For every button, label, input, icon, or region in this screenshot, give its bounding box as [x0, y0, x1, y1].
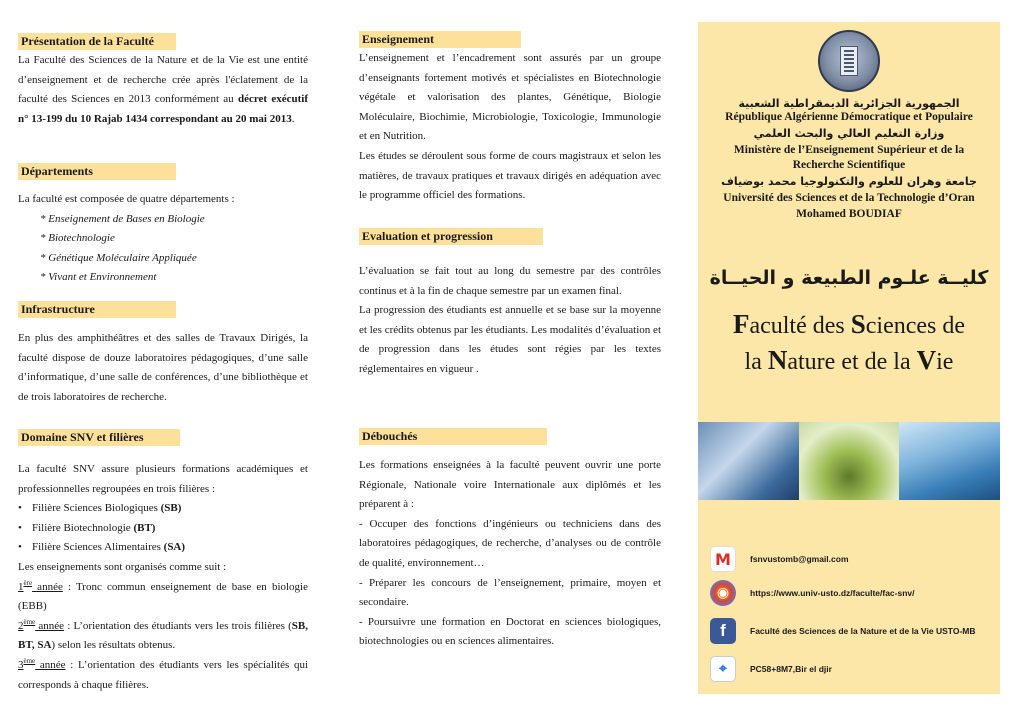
cover-panel: [698, 22, 1000, 694]
section-heading-domaine: Domaine SNV et filières: [18, 429, 180, 446]
dna-photo: [899, 422, 1000, 500]
section-heading-infrastructure: Infrastructure: [18, 301, 176, 318]
year-3-text: 3ème année : L’orientation des étudiants vers les spécialités qui corresponds à chaque filières.: [18, 656, 309, 691]
filiere-item: • Filière Sciences Biologiques (SB): [18, 499, 308, 519]
plant-photo: [799, 422, 900, 500]
domaine-intro: La faculté SNV assure plusieurs formations académiques et professionnelles regroupées en trois filières :: [18, 463, 308, 495]
gmail-icon: M: [710, 546, 736, 572]
department-item: * Biotechnologie: [40, 232, 115, 245]
ministry-french-line-1: Ministère de l’Enseignement Supérieur et de la: [733, 144, 965, 156]
contact-website[interactable]: [710, 578, 915, 608]
decree-reference: décret exécutif n° 13-199 du 10 Rajab 1434 correspondant au 20 mai 2013: [18, 93, 308, 125]
department-item: * Génétique Moléculaire Appliquée: [40, 251, 197, 264]
facebook-link[interactable]: Faculté des Sciences de la Nature et de la Vie USTO-MB: [750, 626, 976, 636]
republic-french: République Algérienne Démocratique et Populaire: [725, 111, 973, 123]
location-icon: ⌖: [710, 656, 736, 682]
section-heading-presentation: Présentation de la Faculté: [18, 33, 176, 50]
filiere-item: • Filière Biotechnologie (BT): [18, 519, 308, 539]
filiere-item: • Filière Sciences Alimentaires (SA): [18, 538, 308, 558]
building-icon: [840, 46, 858, 76]
web-icon: ◉: [710, 580, 736, 606]
facebook-icon: f: [710, 618, 736, 644]
year-1-text: 1ère année : Tronc commun enseignement de base en biologie (EBB): [18, 578, 308, 613]
infrastructure-text: En plus des amphithéâtres et des salles de Travaux Dirigés, la faculté dispose de douze laboratoires pédagogiques, d’une salle d’informatique, d’une salle de conférences, d’une bibliothèque et de trois laboratoires de recherche.: [18, 332, 308, 403]
university-french-line-1: Université des Sciences et de la Technologie d’Oran: [723, 192, 975, 204]
contact-location[interactable]: [710, 654, 832, 684]
location-link[interactable]: PC58+8M7,Bir el djir: [750, 664, 832, 674]
debouches-text: Les formations enseignées à la faculté peuvent ouvrir une porte Régionale, Nationale voire Internationale aux diplômés et les préparent à : - Occuper des fonctions d’ingénieurs ou techniciens dans des laboratoires pédagogiques, de recherche, d’analyses ou de contrôle de qualité, environnement… - Préparer les concours de l’enseignement, primaire, moyen et secondaire. - Poursuivre une formation en Doctorat en sciences biologiques, biotechnologies ou en sciences alimentaires.: [359, 459, 661, 648]
website-link[interactable]: https://www.univ-usto.dz/faculte/fac-snv/: [750, 588, 915, 598]
ministry-french-line-2: Recherche Scientifique: [792, 159, 906, 171]
contact-email[interactable]: [710, 544, 849, 574]
photo-strip: [698, 422, 1000, 500]
section-heading-departements: Départements: [18, 163, 176, 180]
section-heading-debouches: Débouchés: [359, 428, 547, 445]
republic-arabic: الجمهورية الجزائرية الديمقراطية الشعبية: [738, 97, 960, 110]
section-heading-enseignement: Enseignement: [359, 31, 521, 48]
enseignement-text: L’enseignement et l’encadrement sont assurés par un groupe d’enseignants fortement motivés et spécialistes en Biotechnologie végétale et valorisation des plantes, Génétique, Biologie Moléculaire, Biochimie, Microbiologie, Toxicologie, Immunologie et en Nutrition. Les études se déroulent sous forme de cours magistraux et selon les matières, de travaux pratiques et travaux dirigés en adéquation avec le programme officiel des formations.: [359, 52, 661, 202]
evaluation-text: L’évaluation se fait tout au long du semestre par des contrôles continus et à la fin de chaque semestre par un examen final. La progression des étudiants est annuelle et se base sur la moyenne et les crédits obtenus par les étudiants. Les modalités d’évaluation et de progression dans les études sont régies par les textes réglementaires en vigueur .: [359, 265, 661, 375]
email-link[interactable]: fsnvustomb@gmail.com: [750, 554, 849, 564]
domaine-text: [18, 460, 308, 695]
university-french-line-2: Mohamed BOUDIAF: [796, 208, 902, 220]
presentation-text: La Faculté des Sciences de la Nature et de la Vie est une entité d’enseignement et de recherche crée après l'éclatement de la faculté des Sciences en 2013 conformément au décret exécutif n° 13-199 du 10 Rajab 1434 correspondant au 20 mai 2013.: [18, 54, 308, 125]
university-arabic: جامعة وهران للعلوم والتكنولوجيا محمد بوضياف: [721, 175, 977, 188]
faculty-name-arabic: كليــة علـوم الطبيعة و الحيــاة: [709, 267, 989, 289]
section-heading-evaluation: Evaluation et progression: [359, 228, 543, 245]
organisation-intro: Les enseignements sont organisés comme suit :: [18, 560, 227, 573]
university-logo: [818, 30, 880, 92]
lab-photo: [698, 422, 799, 500]
department-item: * Enseignement de Bases en Biologie: [40, 212, 205, 225]
faculty-name-french: Faculté des Sciences de la Nature et de la Vie: [732, 309, 966, 375]
year-2-text: 2ème année : L’orientation des étudiants vers les trois filières (SB, BT, SA) selon les résultats obtenus.: [18, 617, 308, 652]
departements-text: [18, 190, 308, 288]
department-item: * Vivant et Environnement: [40, 271, 157, 284]
ministry-arabic: وزارة التعليم العالي والبحث العلمي: [753, 127, 945, 140]
departements-intro: La faculté est composée de quatre départements :: [18, 193, 235, 205]
contact-facebook[interactable]: [710, 616, 976, 646]
